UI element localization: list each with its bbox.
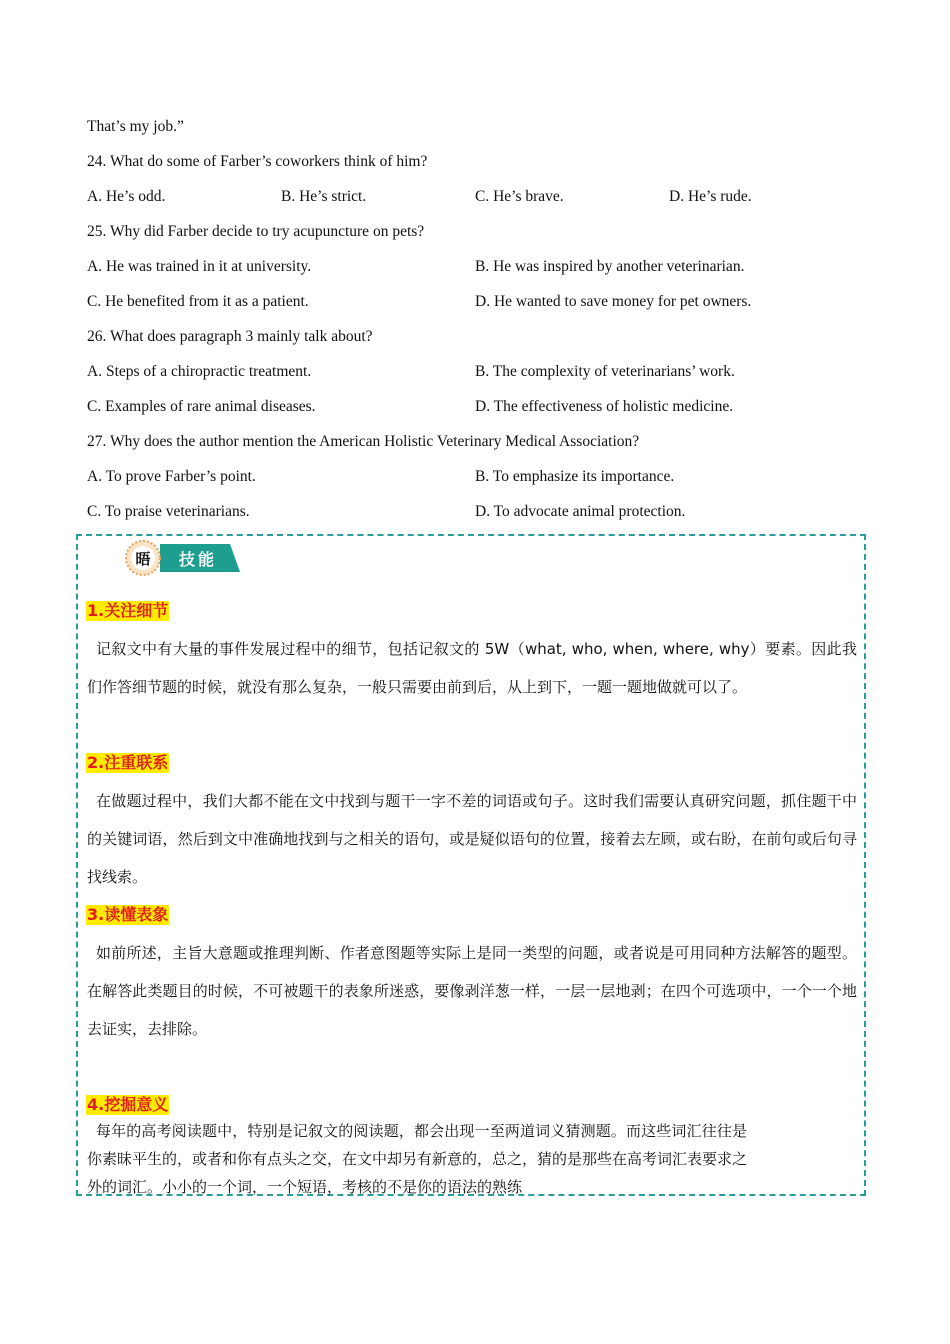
option: D. To advocate animal protection. — [475, 503, 686, 520]
intro-tail: That’s my job.” — [87, 118, 184, 135]
option: D. He’s rude. — [669, 188, 752, 205]
option: A. Steps of a chiropractic treatment. — [87, 363, 312, 380]
skill-heading: 2.注重联系 — [87, 753, 169, 772]
skill-paragraph: 如前所述，主旨大意题或推理判断、作者意图题等实际上是同一类型的问题，或者说是可用同种方法解答的题型。在解答此类题目的时候，不可被题干的表象所迷惑，要像剥洋葱一样，一层一层地剥；在四个可选项中，一个一个地去证实，去排除。 — [87, 944, 857, 1038]
option: A. To prove Farber’s point. — [87, 468, 256, 485]
question-stem: 24. What do some of Farber’s coworkers think of him? — [87, 153, 428, 170]
option: A. He’s odd. — [87, 188, 166, 205]
skill-heading: 4.挖掘意义 — [87, 1095, 169, 1114]
badge-icon-text: 晤 — [135, 550, 151, 568]
option: D. The effectiveness of holistic medicine. — [475, 398, 734, 415]
skill-paragraph: 在做题过程中，我们大都不能在文中找到与题干一字不差的词语或句子。这时我们需要认真研究问题，抓住题干中的关键词语，然后到文中准确地找到与之相关的语句，或是疑似语句的位置，接着去左顾，或右盼，在前句或后句寻找线索。 — [87, 792, 857, 886]
question-stem: 27. Why does the author mention the American Holistic Veterinary Medical Association? — [87, 433, 640, 450]
option: A. He was trained in it at university. — [87, 258, 312, 275]
option: B. He’s strict. — [281, 188, 367, 205]
skill-heading: 3.读懂表象 — [87, 905, 169, 924]
skills-badge — [124, 540, 244, 576]
badge-label: 技能 — [178, 550, 218, 569]
question-stem: 25. Why did Farber decide to try acupuncture on pets? — [87, 223, 425, 240]
option: B. The complexity of veterinarians’ work. — [475, 363, 735, 380]
skill-paragraph: 记叙文中有大量的事件发展过程中的细节，包括记叙文的 5W（what, who, when, where, why）要素。因此我们作答细节题的时候，就没有那么复杂，一般只需要由前到后，从上到下，一题一题地做就可以了。 — [87, 640, 857, 696]
skill-paragraph: 每年的高考阅读题中，特别是记叙文的阅读题，都会出现一至两道词义猜测题。而这些词汇往往是你素昧平生的，或者和你有点头之交，在文中却另有新意的，总之，猜的是那些在高考词汇表要求之外的词汇。小小的一个词，一个短语，考核的不是你的语法的熟练 — [87, 1122, 747, 1196]
skill-heading: 1.关注细节 — [87, 601, 169, 620]
option: B. He was inspired by another veterinarian. — [475, 258, 745, 275]
option: C. He benefited from it as a patient. — [87, 293, 309, 310]
option: D. He wanted to save money for pet owners. — [475, 293, 752, 310]
question-stem: 26. What does paragraph 3 mainly talk about? — [87, 328, 373, 345]
option: C. To praise veterinarians. — [87, 503, 250, 520]
option: C. He’s brave. — [475, 188, 564, 205]
option: C. Examples of rare animal diseases. — [87, 398, 316, 415]
option: B. To emphasize its importance. — [475, 468, 675, 485]
